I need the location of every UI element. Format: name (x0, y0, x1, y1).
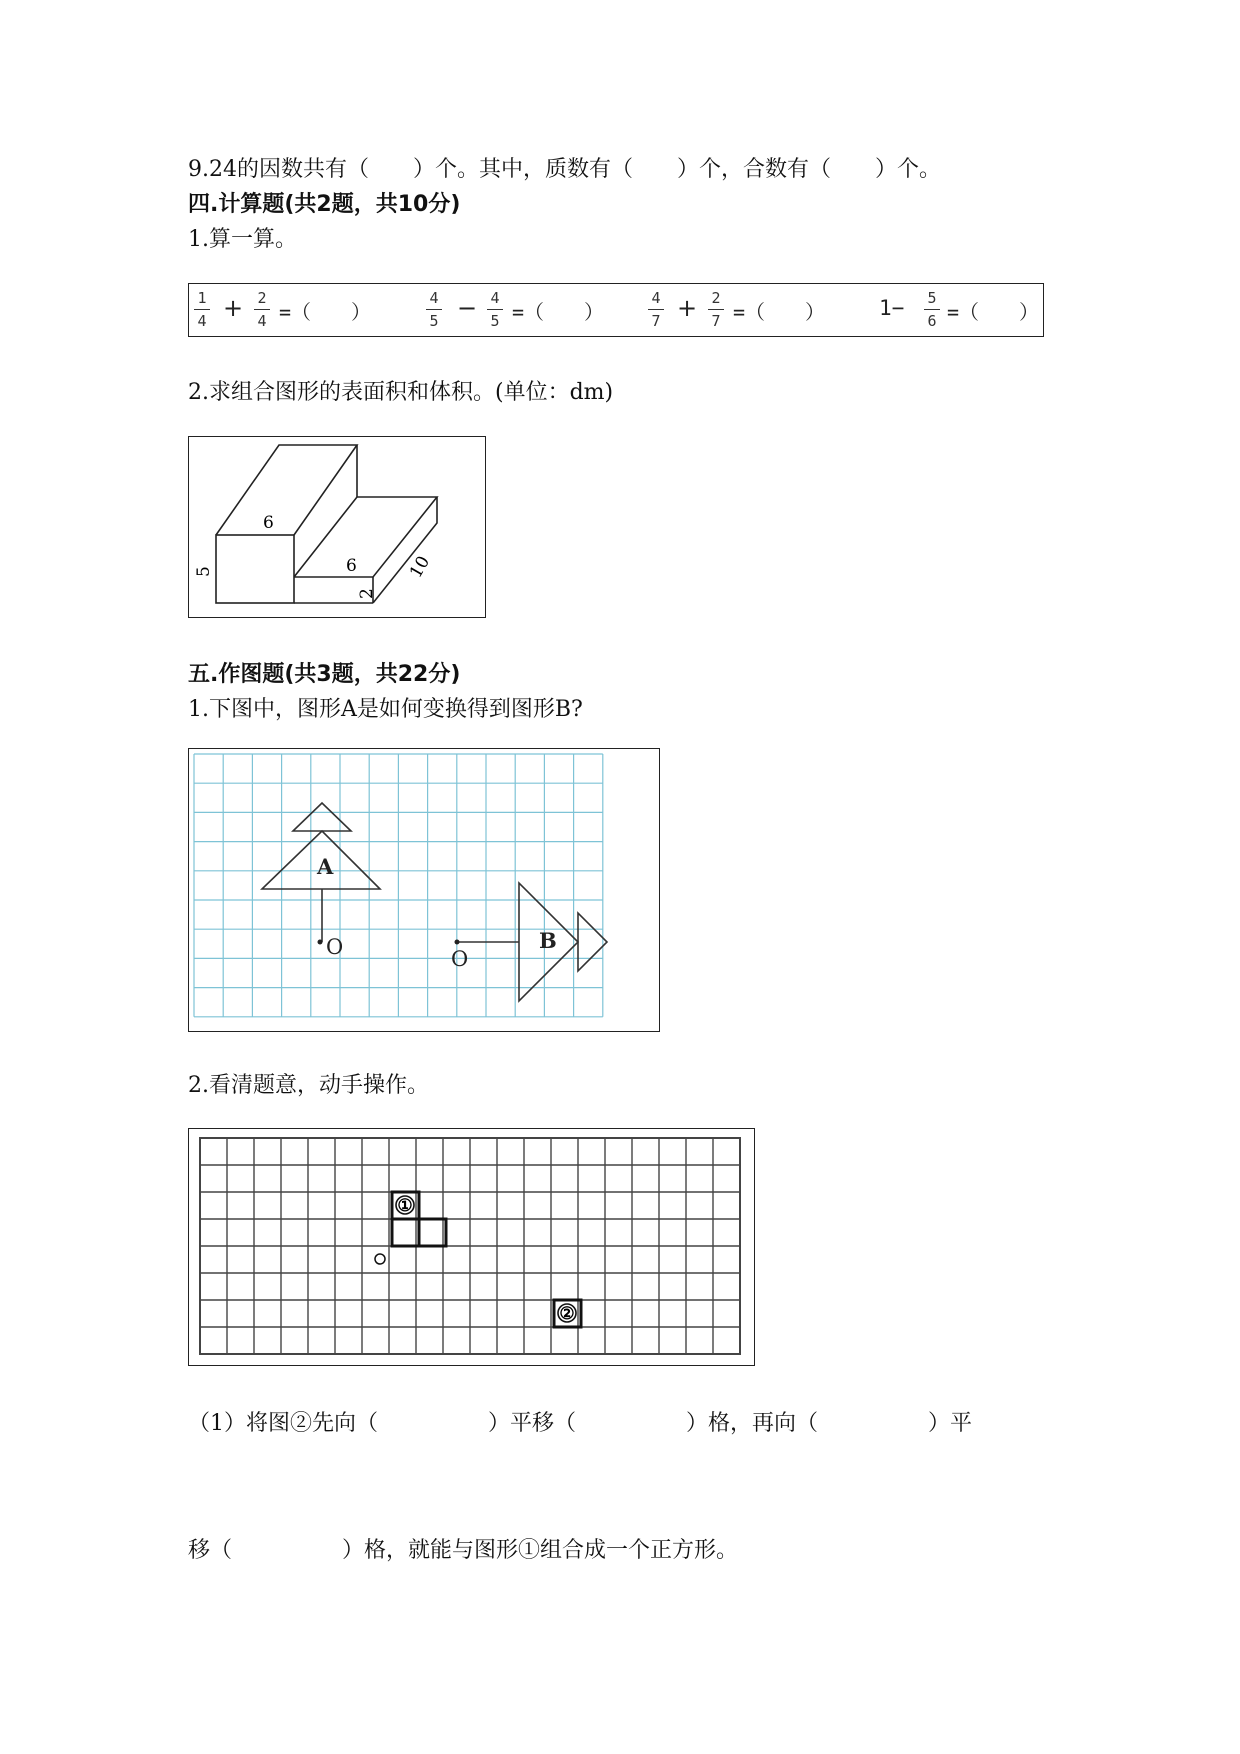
answer-blank-4: =（ ） (947, 300, 1040, 324)
shape-1-label: ① (397, 1196, 413, 1216)
operation-grid-figure (188, 1128, 755, 1366)
label-step-height: 2 (357, 588, 377, 599)
whole-minus: 1− (879, 296, 905, 320)
operation-sub1-line1: （1）将图②先向（ ）平移（ ）格，再向（ ）平 (188, 1411, 972, 1436)
draw-q1-label: 1.下图中，图形A是如何变换得到图形B? (188, 697, 583, 722)
section-4-heading: 四.计算题(共2题，共10分) (188, 192, 461, 217)
shape-2-label: ② (559, 1304, 575, 1324)
point-o-marker (375, 1254, 385, 1264)
composite-solid-drawing (189, 437, 485, 617)
label-depth: 10 (406, 552, 435, 582)
operator-1: + (223, 294, 244, 322)
operation-sub1-line2: 移（ ）格，就能与图形①组合成一个正方形。 (188, 1538, 739, 1563)
point-o-label: O (189, 1129, 190, 1130)
fraction-3a: 4 7 (645, 284, 667, 334)
point-o2-label: O (451, 947, 469, 971)
operator-2: − (457, 294, 478, 322)
shape-1-bottom-left-cell (392, 1219, 419, 1246)
fraction-3b: 2 7 (705, 284, 727, 334)
fraction-1a: 1 4 (191, 284, 213, 334)
transformation-grid-figure (188, 748, 660, 1032)
section-5-heading: 五.作图题(共3题，共22分) (188, 662, 461, 687)
fraction-2b: 4 5 (484, 284, 506, 334)
shape-1-bottom-right-cell (419, 1219, 446, 1246)
answer-blank-2: =（ ） (512, 300, 605, 324)
fraction-2a: 4 5 (423, 284, 445, 334)
label-step-width: 6 (346, 556, 357, 576)
point-o1-label: O (326, 935, 344, 959)
point-o1-dot (318, 940, 323, 945)
answer-blank-1: =（ ） (279, 300, 372, 324)
operator-3: + (677, 294, 698, 322)
label-height: 5 (194, 566, 214, 577)
transformation-drawing (189, 749, 659, 1031)
figure-a-label: A (317, 854, 334, 879)
point-o2-dot (455, 940, 460, 945)
calc-q2-label: 2.求组合图形的表面积和体积。(单位：dm) (188, 380, 614, 405)
fraction-4b: 5 6 (921, 284, 943, 334)
composite-solid-figure (188, 436, 486, 618)
figure-b-label: B (539, 928, 557, 953)
answer-blank-3: =（ ） (733, 300, 826, 324)
operation-drawing (189, 1129, 754, 1365)
fraction-1b: 2 4 (251, 284, 273, 334)
calc-expression-box (188, 283, 1044, 337)
question-9-text: 9.24的因数共有（ ）个。其中，质数有（ ）个，合数有（ ）个。 (188, 157, 941, 182)
figure-a-small-triangle (293, 803, 351, 831)
label-top-width: 6 (263, 513, 274, 533)
draw-q2-label: 2.看清题意，动手操作。 (188, 1073, 429, 1098)
calc-q1-label: 1.算一算。 (188, 227, 297, 252)
